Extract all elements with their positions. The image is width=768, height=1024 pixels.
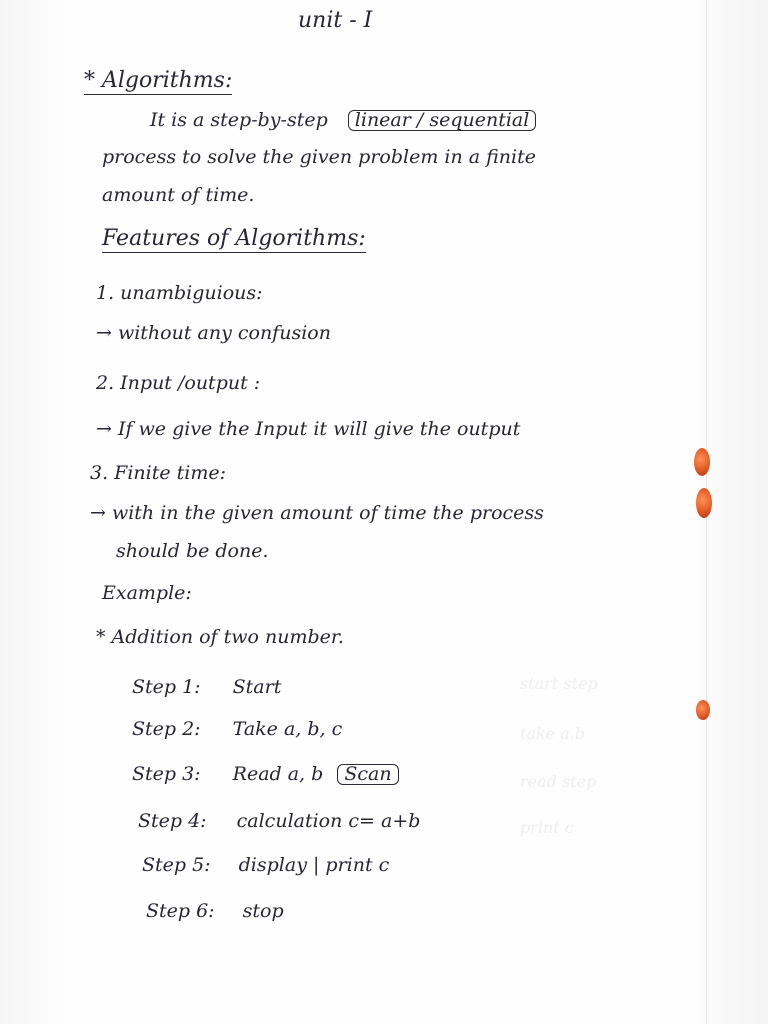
feature-1-heading: 1. unambiguious: [96, 282, 263, 304]
feature-2-detail: → If we give the Input it will give the output [96, 418, 521, 440]
feature-3-detail-line-1: → with in the given amount of time the process [90, 502, 544, 524]
example-title: Example: [102, 582, 192, 604]
definition-line-3: amount of time. [102, 184, 255, 206]
step-6-row [146, 902, 284, 921]
definition-line-1 [150, 110, 536, 131]
orange-margin-blob [694, 448, 710, 476]
feature-3-detail-line-2: should be done. [116, 540, 269, 562]
features-title: Features of Algorithms: [102, 226, 366, 251]
bleed-through-text: start step [520, 674, 598, 693]
feature-2-heading: 2. Input /output : [96, 372, 261, 394]
feature-1-detail: → without any confusion [96, 322, 331, 344]
step-5-row [142, 856, 389, 875]
bleed-through-text: read step [520, 772, 597, 791]
step-1-row [132, 678, 281, 697]
step-label: Step 6: [146, 900, 215, 922]
step-text: Start [232, 676, 282, 698]
bleed-through-text: take a.b [520, 724, 586, 743]
step-label: Step 2: [132, 718, 201, 740]
definition-line-2: process to solve the given problem in a finite [102, 146, 536, 168]
step-bracket: Scan [337, 764, 398, 785]
definition-line-1-text: It is a step-by-step [150, 109, 328, 131]
step-label: Step 5: [142, 854, 211, 876]
step-3-row [132, 764, 399, 785]
step-label: Step 4: [138, 810, 207, 832]
step-text: calculation c= a+b [236, 810, 421, 832]
step-2-row [132, 720, 342, 739]
feature-3-heading: 3. Finite time: [90, 462, 227, 484]
step-text: Read a, b [232, 763, 324, 785]
page-title: unit - I [298, 8, 373, 33]
step-text: display | print c [238, 854, 390, 876]
definition-bracket: linear / sequential [348, 110, 537, 131]
orange-margin-blob [696, 700, 710, 720]
bleed-through-text: print c [520, 818, 574, 837]
step-4-row [138, 812, 420, 831]
orange-margin-blob [696, 488, 712, 518]
section-title: * Algorithms: [84, 68, 233, 93]
example-heading: * Addition of two number. [96, 626, 344, 648]
step-label: Step 1: [132, 676, 201, 698]
step-text: stop [242, 900, 284, 922]
step-text: Take a, b, c [232, 718, 343, 740]
step-label: Step 3: [132, 763, 201, 785]
